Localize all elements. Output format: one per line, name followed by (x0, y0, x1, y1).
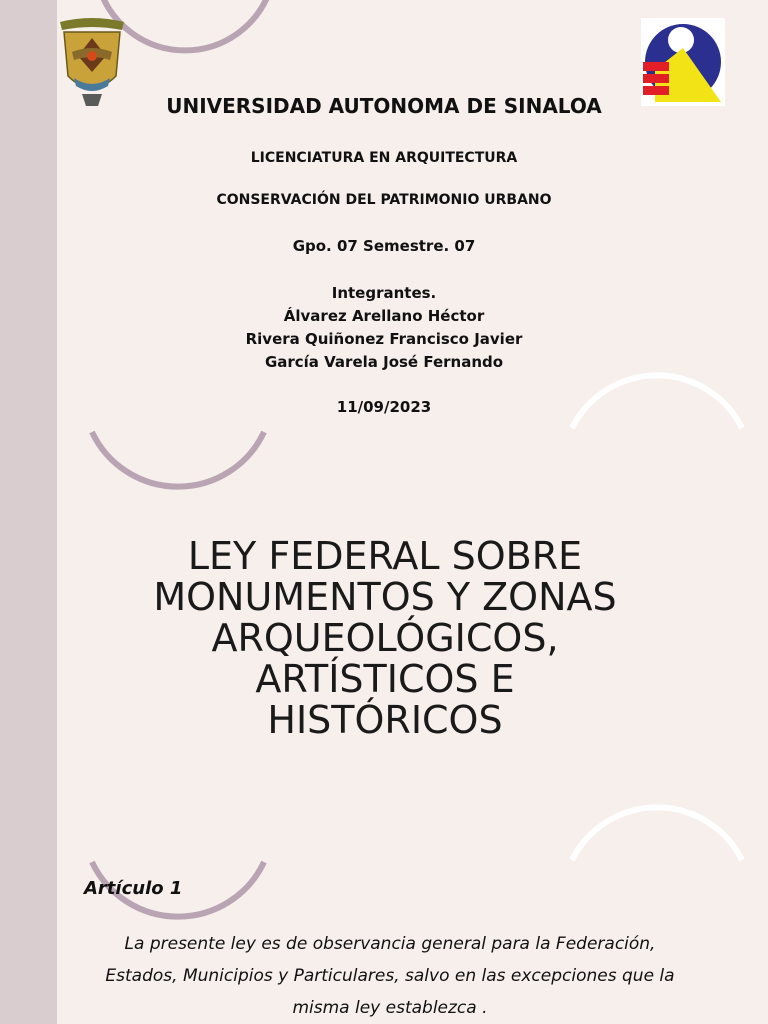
faculty-logo (641, 18, 725, 106)
article-body (40, 928, 740, 1024)
article-line: misma ley establezca . (292, 998, 488, 1018)
member-name: García Varela José Fernando (264, 353, 504, 371)
article-line: Estados, Municipios y Particulares, salvo en las excepciones que la (105, 966, 675, 986)
member-name: Rivera Quiñonez Francisco Javier (245, 330, 523, 348)
title-line: MONUMENTOS Y ZONAS (153, 575, 617, 619)
program-name: LICENCIATURA EN ARQUITECTURA (250, 150, 518, 166)
title-line: ARQUEOLÓGICOS, (211, 616, 559, 660)
document-title (70, 536, 700, 741)
title-line: LEY FEDERAL SOBRE (187, 534, 583, 578)
title-line: ARTÍSTICOS E (255, 657, 515, 701)
article-line: La presente ley es de observancia general para la Federación, (124, 934, 656, 954)
members-label: Integrantes. (331, 284, 437, 302)
title-line: HISTÓRICOS (267, 698, 503, 742)
university-name: UNIVERSIDAD AUTONOMA DE SINALOA (166, 94, 602, 118)
date: 11/09/2023 (336, 398, 432, 416)
group-info: Gpo. 07 Semestre. 07 (292, 237, 476, 255)
mid-left-arc (92, 432, 264, 487)
member-name: Álvarez Arellano Héctor (283, 307, 485, 325)
article-heading: Artículo 1 (84, 878, 183, 899)
bottom-right-arc (572, 807, 742, 860)
course-name: CONSERVACIÓN DEL PATRIMONIO URBANO (216, 192, 552, 208)
